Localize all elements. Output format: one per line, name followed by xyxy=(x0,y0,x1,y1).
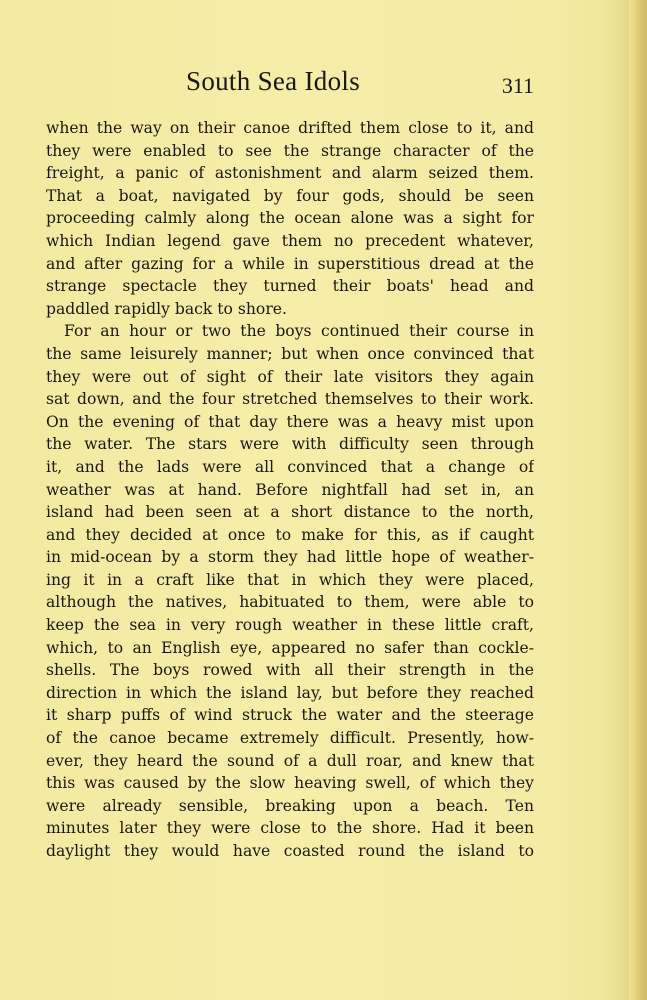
text-line: this was caused by the slow heaving swell, of which they xyxy=(46,774,534,793)
text-line: and after gazing for a while in superstitious dread at the xyxy=(46,254,534,273)
text-line: daylight they would have coasted round the island to xyxy=(46,842,534,860)
page-header xyxy=(46,66,534,102)
text-line: they were enabled to see the strange character of the xyxy=(46,141,534,160)
text-line: weather was at hand. Before nightfall had set in, an xyxy=(46,480,534,499)
text-line: island had been seen at a short distance to the north, xyxy=(46,503,534,522)
running-title: South Sea Idols xyxy=(186,66,361,96)
page-number: 311 xyxy=(501,73,534,98)
text-line: although the natives, habituated to them, were able to xyxy=(46,593,534,612)
text-line: minutes later they were close to the shore. Had it been xyxy=(46,819,534,838)
text-line-paragraph-start: For an hour or two the boys continued their course in xyxy=(64,322,534,341)
text-line: they were out of sight of their late visitors they again xyxy=(46,367,534,386)
text-line: sat down, and the four stretched themselves to their work. xyxy=(46,390,534,409)
text-line: of the canoe became extremely difficult. Presently, how- xyxy=(46,729,534,748)
text-line: the same leisurely manner; but when once convinced that xyxy=(46,344,534,363)
text-line: That a boat, navigated by four gods, should be seen xyxy=(46,186,534,205)
body-text xyxy=(46,117,534,863)
text-line: in mid-ocean by a storm they had little hope of weather- xyxy=(46,548,534,567)
text-line: it, and the lads were all convinced that a change of xyxy=(46,457,534,476)
text-line: strange spectacle they turned their boats' head and xyxy=(46,277,534,296)
page-edge-shadow xyxy=(629,0,647,1000)
text-line: direction in which the island lay, but before they reached xyxy=(46,683,534,702)
text-line: which Indian legend gave them no precedent whatever, xyxy=(46,231,534,250)
text-line: proceeding calmly along the ocean alone was a sight for xyxy=(46,209,534,228)
text-line: which, to an English eye, appeared no safer than cockle- xyxy=(46,638,534,657)
text-line: it sharp puffs of wind struck the water and the steerage xyxy=(46,706,534,725)
text-line: On the evening of that day there was a heavy mist upon xyxy=(46,412,534,431)
text-line: and they decided at once to make for this, as if caught xyxy=(46,525,534,544)
text-line: ing it in a craft like that in which they were placed, xyxy=(46,570,534,589)
text-line: the water. The stars were with difficulty seen through xyxy=(46,435,534,454)
text-line: freight, a panic of astonishment and alarm seized them. xyxy=(46,164,534,183)
text-line: shells. The boys rowed with all their strength in the xyxy=(46,661,534,680)
text-line: keep the sea in very rough weather in these little craft, xyxy=(46,616,534,635)
text-line: were already sensible, breaking upon a beach. Ten xyxy=(46,796,534,815)
text-line: ever, they heard the sound of a dull roar, and knew that xyxy=(46,751,534,770)
text-line: when the way on their canoe drifted them close to it, and xyxy=(46,119,534,137)
text-line: paddled rapidly back to shore. xyxy=(46,299,287,318)
